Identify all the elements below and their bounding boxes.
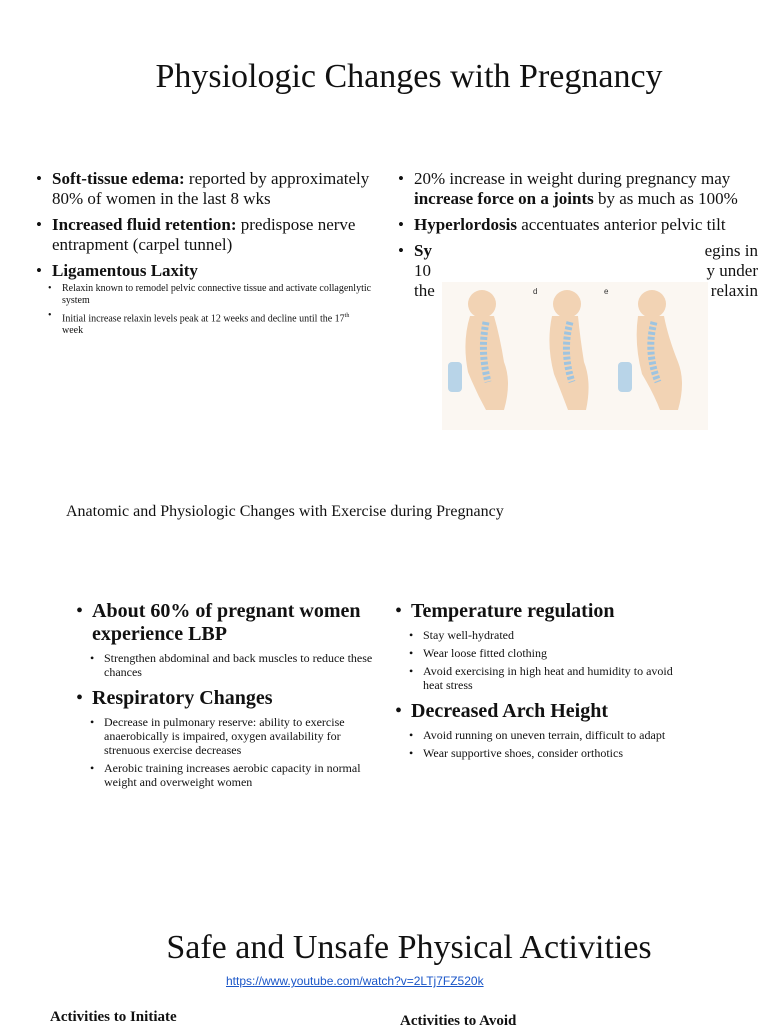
sym-start: the: [414, 281, 435, 300]
sym-end: relaxin: [710, 281, 758, 300]
bullet-respiratory: • Respiratory Changes: [76, 687, 376, 710]
sub-bullet-hydrated: • Stay well-hydrated: [409, 628, 695, 642]
sub-bullet-heat: • Avoid exercising in high heat and humidity to avoid heat stress: [409, 664, 695, 692]
bullet-ligamentous-laxity: [36, 261, 372, 281]
bullet-text: by as much as 100%: [593, 189, 738, 208]
bullet-temperature: • Temperature regulation: [395, 600, 695, 623]
figure-woman-3: [618, 290, 682, 410]
sym-end: egins in: [704, 241, 758, 260]
physiologic-left-list: [36, 169, 372, 340]
bullet-bold: Ligamentous Laxity: [52, 261, 198, 280]
sub-bullet-relaxin-remodel: • Relaxin known to remodel pelvic connective tissue and activate collagenlytic system: [48, 283, 372, 307]
sub-bullet-pulmonary: • Decrease in pulmonary reserve: ability to exercise anaerobically is impaired, oxygen availability for strenuous exercise decreases: [90, 715, 376, 757]
figure-label-e: e: [604, 287, 609, 296]
bullet-fluid-retention: [36, 215, 372, 255]
bullet-text: predispose nerve entrapment (carpel tunnel): [52, 215, 356, 254]
bullet-text: accentuates anterior pelvic tilt: [516, 215, 726, 234]
sub-bullet-strengthen: • Strengthen abdominal and back muscles to reduce these chances: [90, 651, 376, 679]
sub-bullet-shoes: • Wear supportive shoes, consider orthotics: [409, 746, 695, 760]
sub-bullet-relaxin-peak: • Initial increase relaxin levels peak at 12 weeks and decline until the 17th week: [48, 310, 372, 337]
sub-bullet-aerobic: • Aerobic training increases aerobic capacity in normal weight and overweight women: [90, 761, 376, 789]
heading-activities-initiate: Activities to Initiate: [50, 1009, 177, 1025]
bullet-bold: Increased fluid retention:: [52, 215, 237, 234]
bullet-lbp: • About 60% of pregnant women experience LBP: [76, 600, 376, 646]
bullet-bold: increase force on a joints: [414, 189, 594, 208]
bullet-hyperlordosis: [398, 215, 758, 235]
sub-bullet-terrain: • Avoid running on uneven terrain, difficult to adapt: [409, 728, 695, 742]
bullet-soft-tissue-edema: [36, 169, 372, 209]
bullet-arch-height: • Decreased Arch Height: [395, 700, 695, 723]
sym-start: 10: [414, 261, 431, 280]
sym-start: • Sy: [414, 241, 432, 260]
exercise-right-list: [395, 600, 695, 764]
figure-woman-2: [549, 290, 588, 410]
slide-title-activities: Safe and Unsafe Physical Activities: [166, 929, 652, 966]
posture-figure-svg: [442, 282, 708, 430]
sym-end: y under: [706, 261, 758, 280]
bullet-bold: Hyperlordosis: [414, 215, 517, 234]
bullet-bold: Soft-tissue edema:: [52, 169, 185, 188]
sub-bullet-clothing: • Wear loose fitted clothing: [409, 646, 695, 660]
posture-illustration: [442, 282, 708, 430]
youtube-link[interactable]: https://www.youtube.com/watch?v=2LTj7FZ520k: [226, 974, 484, 988]
figure-woman-1: [448, 290, 508, 410]
slide-title-physiologic: Physiologic Changes with Pregnancy: [155, 58, 663, 95]
slide-subtitle-exercise: Anatomic and Physiologic Changes with Exercise during Pregnancy: [66, 503, 504, 520]
bullet-text: 20% increase in weight during pregnancy may: [414, 169, 731, 188]
exercise-left-list: [76, 600, 376, 793]
bullet-text: reported by approximately 80% of women in the last 8 wks: [52, 169, 370, 208]
heading-activities-avoid: Activities to Avoid: [400, 1013, 517, 1029]
figure-label-d: d: [533, 287, 538, 296]
bullet-weight-increase: [398, 169, 758, 209]
